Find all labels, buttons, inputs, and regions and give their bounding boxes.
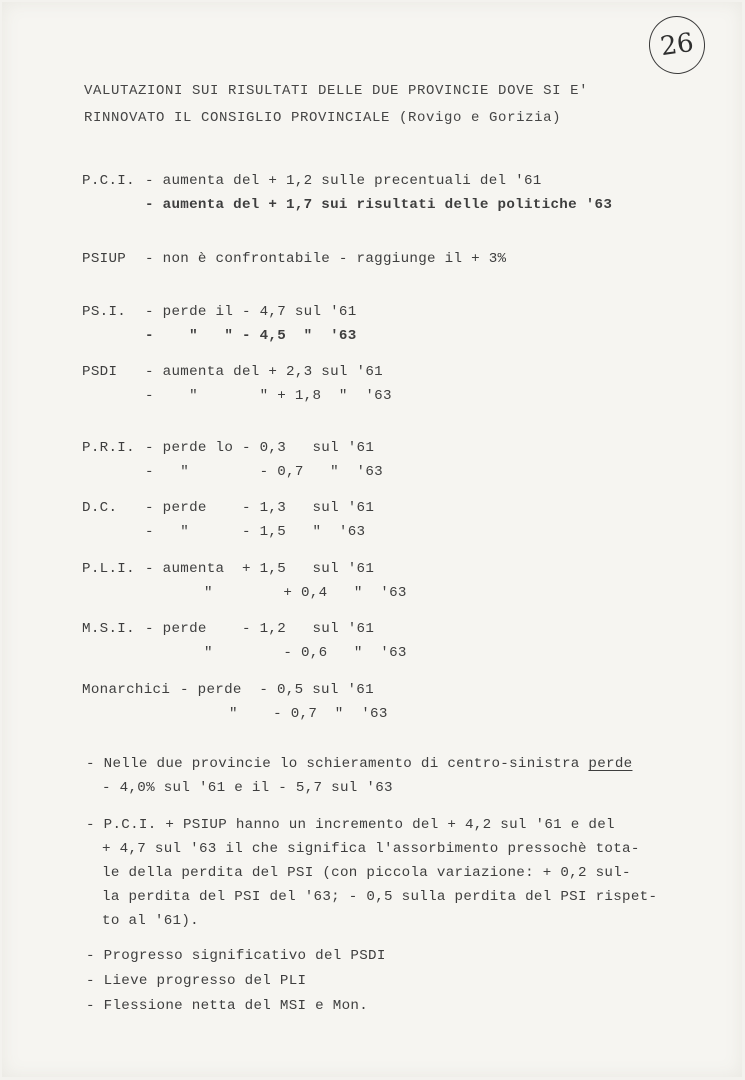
note-4: - Lieve progresso del PLI — [86, 973, 307, 989]
note-1-line-2: - 4,0% sul '61 e il - 5,7 sul '63 — [102, 780, 393, 796]
party-msi: M.S.I. — [82, 621, 135, 637]
note-5: - Flessione netta del MSI e Mon. — [86, 998, 369, 1014]
dc-line-2: - " - 1,5 " '63 — [145, 524, 366, 540]
note-1-underlined: perde — [588, 756, 633, 772]
document-page — [2, 2, 742, 1077]
page-number-stamp: 26 — [645, 12, 709, 77]
title-line-2: RINNOVATO IL CONSIGLIO PROVINCIALE (Rovigo e Gorizia) — [84, 110, 562, 126]
note-2-line-3: le della perdita del PSI (con piccola variazione: + 0,2 sul- — [102, 865, 631, 881]
psdi-line-2: - " " + 1,8 " '63 — [145, 388, 392, 404]
psi-line-1: - perde il - 4,7 sul '61 — [145, 304, 357, 320]
monarchici-line-1: - perde - 0,5 sul '61 — [180, 682, 374, 698]
note-1-text: - Nelle due provincie lo schieramento di centro-sinistra — [86, 756, 589, 772]
party-psdi: PSDI — [82, 364, 118, 380]
psi-line-2: - " " - 4,5 " '63 — [145, 328, 357, 344]
note-2-line-5: to al '61). — [102, 913, 199, 929]
psdi-line-1: - aumenta del + 2,3 sul '61 — [145, 364, 383, 380]
note-3: - Progresso significativo del PSDI — [86, 948, 386, 964]
pli-line-1: - aumenta + 1,5 sul '61 — [145, 561, 375, 577]
msi-line-2: " - 0,6 " '63 — [204, 645, 407, 661]
party-pri: P.R.I. — [82, 440, 135, 456]
party-pci: P.C.I. — [82, 173, 135, 189]
party-monarchici: Monarchici — [82, 682, 171, 698]
pci-line-2: - aumenta del + 1,7 sui risultati delle politiche '63 — [145, 197, 613, 213]
party-dc: D.C. — [82, 500, 118, 516]
note-2-line-2: + 4,7 sul '63 il che significa l'assorbimento pressochè tota- — [102, 841, 640, 857]
pri-line-2: - " - 0,7 " '63 — [145, 464, 383, 480]
pri-line-1: - perde lo - 0,3 sul '61 — [145, 440, 375, 456]
party-psiup: PSIUP — [82, 251, 127, 267]
note-2-line-1: - P.C.I. + PSIUP hanno un incremento del + 4,2 sul '61 e del — [86, 817, 615, 833]
note-2-line-4: la perdita del PSI del '63; - 0,5 sulla perdita del PSI rispet- — [102, 889, 658, 905]
party-psi: PS.I. — [82, 304, 127, 320]
note-1 — [86, 756, 632, 772]
pci-line-1: - aumenta del + 1,2 sulle precentuali del '61 — [145, 173, 542, 189]
title-line-1: VALUTAZIONI SUI RISULTATI DELLE DUE PROVINCIE DOVE SI E' — [84, 83, 589, 99]
monarchici-line-2: " - 0,7 " '63 — [229, 706, 388, 722]
pli-line-2: " + 0,4 " '63 — [204, 585, 407, 601]
msi-line-1: - perde - 1,2 sul '61 — [145, 621, 375, 637]
dc-line-1: - perde - 1,3 sul '61 — [145, 500, 375, 516]
party-pli: P.L.I. — [82, 561, 135, 577]
psiup-line-1: - non è confrontabile - raggiunge il + 3% — [145, 251, 507, 267]
